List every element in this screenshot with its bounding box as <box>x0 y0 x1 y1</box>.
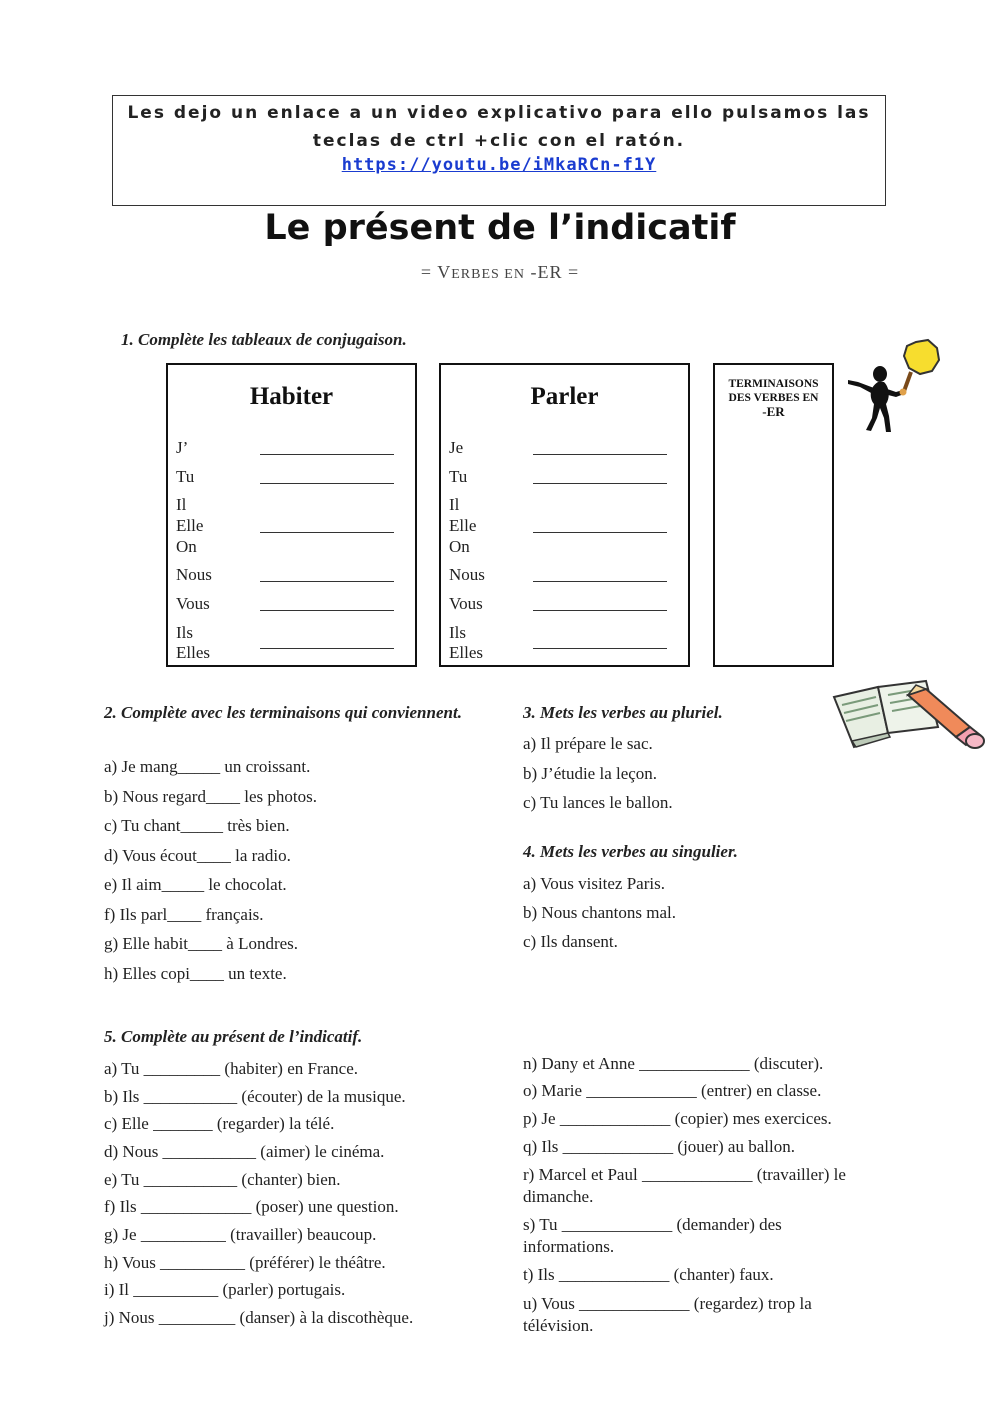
answer-blank[interactable] <box>260 515 394 533</box>
exercise-2-item[interactable]: a) Je mang_____ un croissant. <box>104 757 311 776</box>
conjugation-table-parler <box>439 363 690 667</box>
exercise-5-item[interactable]: o) Marie _____________ (entrer) en classe. <box>523 1081 822 1100</box>
exercise-4-item[interactable]: b) Nous chantons mal. <box>523 903 676 922</box>
exercise-2-item[interactable]: e) Il aim_____ le chocolat. <box>104 875 287 894</box>
exercise-5-item[interactable]: r) Marcel et Paul _____________ (travailler) le dimanche. <box>523 1165 846 1206</box>
endings-line-3: -ER <box>762 404 785 419</box>
exercise-3-item[interactable]: b) J’étudie la leçon. <box>523 764 658 783</box>
exercise-5-item[interactable]: t) Ils _____________ (chanter) faux. <box>523 1265 774 1284</box>
exercise-4-item[interactable]: c) Ils dansent. <box>523 932 618 951</box>
pronoun: On <box>176 537 197 556</box>
exercise-4-title: 4. Mets les verbes au singulier. <box>523 842 738 861</box>
verb-heading: Parler <box>530 383 599 410</box>
exercise-5-item[interactable]: h) Vous __________ (préférer) le théâtre. <box>104 1253 386 1272</box>
pronoun: Il <box>176 495 187 514</box>
page-title: Le présent de l’indicatif <box>264 208 736 248</box>
exercise-5-item[interactable]: f) Ils _____________ (poser) une question. <box>104 1197 399 1216</box>
pronoun: Vous <box>449 594 483 613</box>
exercise-1-title: 1. Complète les tableaux de conjugaison. <box>121 330 407 349</box>
verb-heading: Habiter <box>249 383 334 410</box>
answer-blank[interactable] <box>533 466 667 484</box>
info-line-1: Les dejo un enlace a un video explicativo para ello pulsamos las <box>127 103 871 123</box>
exercise-5-item[interactable]: b) Ils ___________ (écouter) de la musique. <box>104 1087 406 1106</box>
pronoun: Tu <box>176 467 195 486</box>
pronoun: J’ <box>176 438 189 457</box>
exercise-2-item[interactable]: f) Ils parl____ français. <box>104 905 264 924</box>
exercise-5-item[interactable]: i) Il __________ (parler) portugais. <box>104 1280 346 1299</box>
exercise-5-item[interactable]: d) Nous ___________ (aimer) le cinéma. <box>104 1142 385 1161</box>
exercise-2-item[interactable]: g) Elle habit____ à Londres. <box>104 934 299 953</box>
exercise-5-item[interactable]: a) Tu _________ (habiter) en France. <box>104 1059 359 1078</box>
answer-blank[interactable] <box>260 466 394 484</box>
pronoun: Elles <box>176 643 210 662</box>
answer-blank[interactable] <box>260 631 394 649</box>
exercise-2-title: 2. Complète avec les terminaisons qui conviennent. <box>104 703 462 722</box>
endings-box[interactable] <box>713 363 834 667</box>
pronoun: Nous <box>176 565 212 584</box>
pronoun: Ils <box>449 623 466 642</box>
pronoun: Je <box>449 438 464 457</box>
pronoun: Ils <box>176 623 193 642</box>
info-line-2: teclas de ctrl +clic con el ratón. <box>312 131 686 151</box>
answer-blank[interactable] <box>260 564 394 582</box>
pronoun: Elle <box>449 516 477 535</box>
subtitle-smallcaps: ERBES EN <box>451 267 525 282</box>
exercise-5-item[interactable]: n) Dany et Anne _____________ (discuter). <box>523 1054 824 1073</box>
pronoun: Elles <box>449 643 483 662</box>
exercise-3-item[interactable]: a) Il prépare le sac. <box>523 734 653 753</box>
pronoun: Elle <box>176 516 204 535</box>
answer-blank[interactable] <box>533 437 667 455</box>
exercise-5-item[interactable]: q) Ils _____________ (jouer) au ballon. <box>523 1137 795 1156</box>
exercise-5-title: 5. Complète au présent de l’indicatif. <box>104 1027 363 1046</box>
exercise-2-item[interactable]: d) Vous écout____ la radio. <box>104 846 291 865</box>
exercise-3-item[interactable]: c) Tu lances le ballon. <box>523 793 673 812</box>
pronoun: Il <box>449 495 460 514</box>
answer-blank[interactable] <box>533 593 667 611</box>
pronoun: On <box>449 537 470 556</box>
book-pencil-icon <box>830 675 990 755</box>
conjugation-table-habiter <box>166 363 417 667</box>
pronoun: Vous <box>176 594 210 613</box>
answer-blank[interactable] <box>260 593 394 611</box>
exercise-5-item[interactable]: c) Elle _______ (regarder) la télé. <box>104 1114 335 1133</box>
exercise-4-item[interactable]: a) Vous visitez Paris. <box>523 874 665 893</box>
exercise-2-item[interactable]: c) Tu chant_____ très bien. <box>104 816 290 835</box>
exercise-2-item[interactable]: h) Elles copi____ un texte. <box>104 964 287 983</box>
exercise-5-item[interactable]: u) Vous _____________ (regardez) trop la télévision. <box>523 1294 812 1335</box>
subtitle-prefix: = V <box>420 262 452 282</box>
exercise-2-item[interactable]: b) Nous regard____ les photos. <box>104 787 317 806</box>
stick-figure-sign-icon <box>840 338 940 436</box>
exercise-5-item[interactable]: s) Tu _____________ (demander) des informations. <box>523 1215 782 1256</box>
info-box <box>112 95 886 206</box>
pronoun: Tu <box>449 467 468 486</box>
page-subtitle <box>0 262 1000 283</box>
video-link[interactable]: https://youtu.be/iMkaRCn-f1Y <box>341 155 657 175</box>
answer-blank[interactable] <box>260 437 394 455</box>
endings-line-2: DES VERBES EN <box>728 392 819 404</box>
pronoun: Nous <box>449 565 485 584</box>
answer-blank[interactable] <box>533 515 667 533</box>
exercise-5-item[interactable]: j) Nous _________ (danser) à la discothèque. <box>104 1308 414 1327</box>
exercise-5-item[interactable]: p) Je _____________ (copier) mes exercices. <box>523 1109 832 1128</box>
answer-blank[interactable] <box>533 631 667 649</box>
exercise-3-title: 3. Mets les verbes au pluriel. <box>523 703 723 722</box>
exercise-5-item[interactable]: e) Tu ___________ (chanter) bien. <box>104 1170 341 1189</box>
subtitle-suffix: -ER = <box>524 262 580 282</box>
exercise-5-item[interactable]: g) Je __________ (travailler) beaucoup. <box>104 1225 377 1244</box>
answer-blank[interactable] <box>533 564 667 582</box>
endings-line-1: TERMINAISONS <box>728 378 819 390</box>
